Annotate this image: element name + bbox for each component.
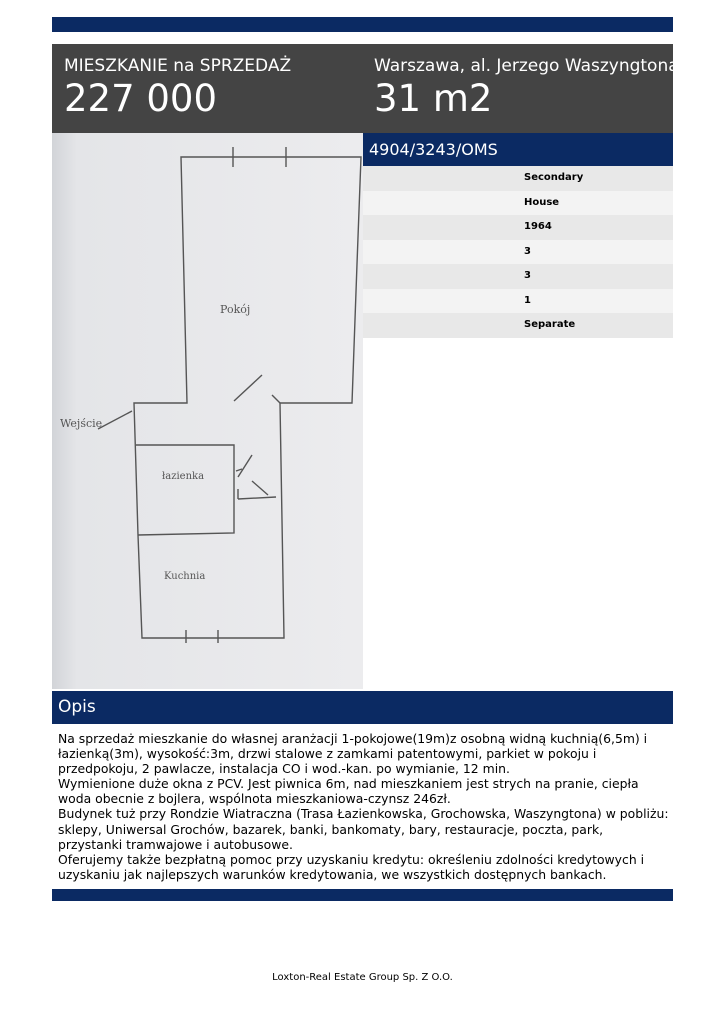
header-right bbox=[374, 56, 679, 120]
description-paragraph: Na sprzedaż mieszkanie do własnej aranżacji 1-pokojowe(19m)z osobną widną kuchnią(6,5m) i łazienką(3m), wysokość:3m, drzwi stalowe z zamkami patentowymi, parkiet w pokoju i przedpokoju, 2 pawlacze, instalacja CO i wod.-kan. po wymianie, 12 min. bbox=[58, 731, 648, 777]
detail-value: 1964 bbox=[524, 221, 552, 232]
listing-type: MIESZKANIE na SPRZEDAŻ bbox=[64, 56, 292, 76]
detail-row-floor bbox=[363, 240, 673, 265]
floor-plan-drawing bbox=[52, 133, 363, 689]
label-kitchen: Kuchnia bbox=[164, 571, 206, 582]
detail-row-market bbox=[363, 166, 673, 191]
description-title: Opis bbox=[52, 691, 673, 724]
detail-row-rooms bbox=[363, 289, 673, 314]
description-paragraph: Wymienione duże okna z PCV. Jest piwnica 6m, nad mieszkaniem jest strych na pranie, ciepła woda obecnie z bojlera, wspólnota mieszkaniowa-czynsz 246zł. bbox=[58, 776, 639, 807]
detail-row-building bbox=[363, 191, 673, 216]
detail-row-kitchen bbox=[363, 313, 673, 338]
top-accent-bar bbox=[52, 17, 673, 32]
detail-row-year bbox=[363, 215, 673, 240]
description-paragraph: Budynek tuż przy Rondzie Wiatraczna (Trasa Łazienkowska, Grochowska, Waszyngtona) w pobliżu: sklepy, Uniwersal Grochów, bazarek, banki, bankomaty, bary, restauracje, poczta, park, przystanki tramwajowe i autobusowe. bbox=[58, 806, 669, 852]
detail-row-floors bbox=[363, 264, 673, 289]
area: 31 m2 bbox=[374, 77, 493, 120]
listing-header bbox=[52, 44, 679, 133]
detail-value: 3 bbox=[524, 270, 531, 281]
detail-value: 1 bbox=[524, 294, 531, 306]
location: Warszawa, al. Jerzego Waszyngtona bbox=[374, 56, 679, 76]
detail-value: 3 bbox=[524, 245, 531, 257]
header-left bbox=[64, 56, 291, 120]
description-paragraph: Oferujemy także bezpłatną pomoc przy uzyskaniu kredytu: określeniu zdolności kredytowych i uzyskaniu jak najlepszych warunków kredytowania, we wszystkich dostępnych bankach. bbox=[58, 851, 645, 882]
label-living-room: Pokój bbox=[220, 303, 251, 316]
label-bathroom: łazienka bbox=[162, 471, 205, 482]
footer-company: Loxton-Real Estate Group Sp. Z O.O. bbox=[272, 972, 453, 983]
reference-number: 4904/3243/OMS bbox=[363, 133, 673, 166]
price: 227 000 bbox=[64, 77, 218, 120]
detail-value: Separate bbox=[524, 319, 576, 330]
label-entrance: Wejście bbox=[60, 417, 103, 430]
bottom-accent-bar bbox=[52, 889, 673, 901]
details-table bbox=[363, 166, 673, 338]
detail-value: House bbox=[524, 196, 560, 208]
detail-value: Secondary bbox=[524, 172, 584, 183]
floor-plan-image bbox=[52, 133, 363, 689]
description-body bbox=[58, 731, 670, 882]
